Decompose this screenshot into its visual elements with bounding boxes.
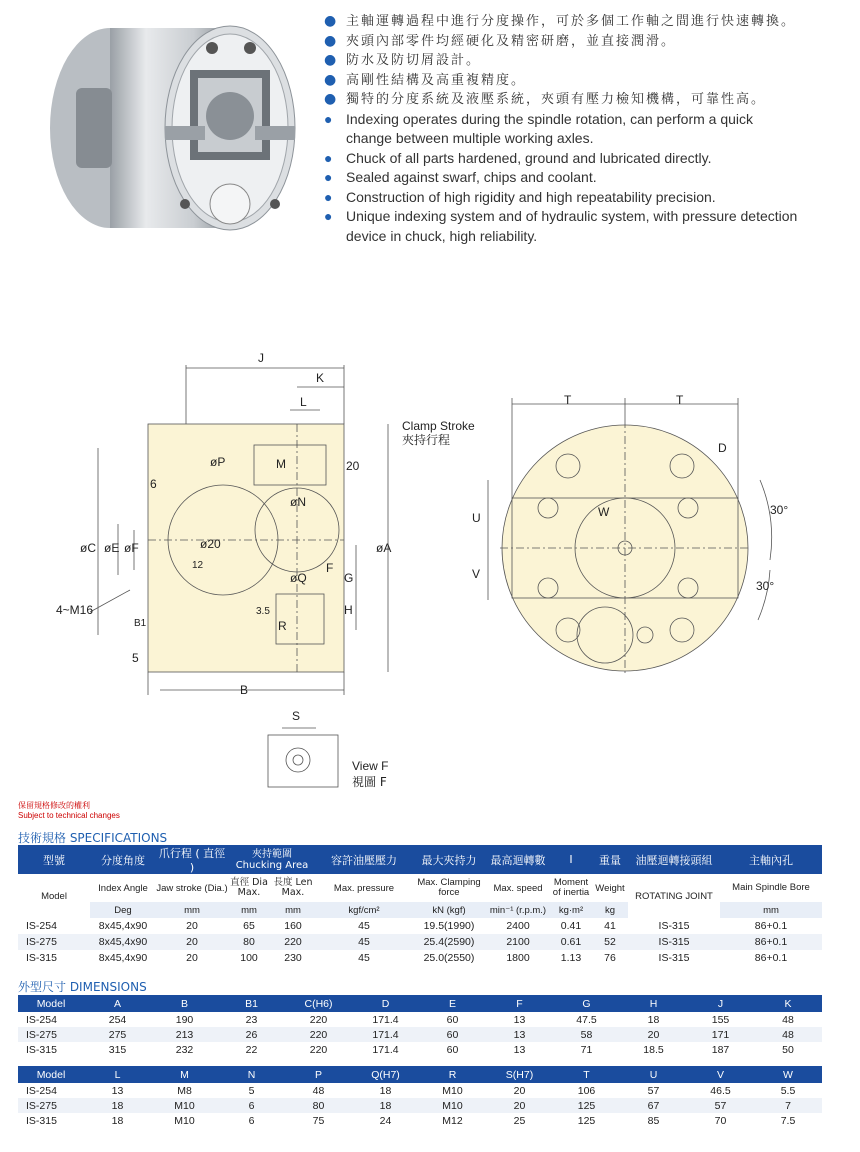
front-view (488, 398, 775, 676)
table-cell: 86+0.1 (754, 952, 788, 964)
dim-b1: B1 (134, 618, 147, 629)
spec-header: 型號 (43, 853, 65, 867)
table-cell: 171.4 (372, 1028, 399, 1041)
table-cell: M10 (442, 1099, 463, 1112)
table-cell: IS-315 (26, 1114, 57, 1127)
table-cell: 20 (186, 920, 198, 932)
spec-header: Main Spindle Bore (732, 882, 810, 893)
dim-header: P (314, 1068, 322, 1081)
technical-drawing (0, 340, 860, 800)
dim-6: 6 (150, 477, 157, 491)
table-cell: 26 (245, 1028, 258, 1041)
table-cell: 58 (580, 1028, 593, 1041)
clamp-stroke-en: Clamp Stroke (402, 419, 475, 433)
angle-30-lower: 30° (756, 579, 775, 593)
table-cell: 20 (647, 1028, 660, 1041)
view-f-zh: 視圖 F (352, 775, 387, 789)
table-cell: 70 (714, 1114, 727, 1127)
table-cell: 13 (513, 1028, 526, 1041)
table-cell: 171.4 (372, 1013, 399, 1026)
table-cell: 57 (714, 1099, 727, 1112)
table-cell: IS-275 (26, 1028, 57, 1041)
table-cell: 232 (175, 1043, 194, 1056)
table-cell: 80 (312, 1099, 325, 1112)
dim-header: B (180, 997, 188, 1010)
dim-m16: 4~M16 (56, 603, 94, 617)
spec-header: 分度角度 (101, 853, 145, 867)
table-cell: M10 (174, 1099, 195, 1112)
table-cell: IS-315 (658, 936, 690, 948)
table-cell: 220 (309, 1013, 328, 1026)
dim-header: E (448, 997, 456, 1010)
spec-header: ROTATING JOINT (635, 890, 713, 902)
dim-l: L (300, 395, 307, 409)
table-cell: 6 (248, 1099, 255, 1112)
dim-q: øQ (290, 571, 307, 585)
spec-unit: mm (763, 904, 779, 916)
table-cell: 220 (284, 936, 302, 948)
table-cell: 23 (245, 1013, 258, 1026)
dim-header: W (783, 1068, 793, 1081)
bullet-icon: ● (324, 71, 339, 88)
dim-g: G (344, 571, 354, 585)
spec-header: 油壓迴轉接頭組 (635, 853, 713, 867)
spec-header: 主軸內孔 (749, 853, 793, 867)
dim-header: V (716, 1068, 724, 1081)
dim-c: øC (80, 541, 96, 555)
dim-header: T (583, 1068, 590, 1081)
table-cell: IS-275 (26, 936, 57, 948)
spec-unit: mm (241, 904, 257, 916)
table-cell: M10 (442, 1084, 463, 1097)
dim-header: Model (36, 997, 66, 1010)
table-cell: 71 (580, 1043, 593, 1056)
feature-list (322, 12, 802, 246)
spec-unit: kg·m² (558, 904, 584, 916)
spec-header: I (569, 853, 573, 866)
table-cell: 106 (577, 1084, 596, 1097)
table-cell: M10 (174, 1114, 195, 1127)
table-cell: IS-315 (26, 952, 57, 964)
table-cell: 65 (243, 920, 255, 932)
dim-k: K (316, 371, 325, 385)
table-cell: 75 (312, 1114, 325, 1127)
dim-header: G (582, 997, 591, 1010)
table-cell: 190 (175, 1013, 194, 1026)
dim-3-5: 3.5 (256, 606, 270, 617)
table-cell: IS-315 (658, 920, 690, 932)
dim-b: B (240, 683, 249, 697)
bullet-icon: ● (324, 32, 339, 49)
feature-item: ● Sealed against swarf, chips and coolant. (322, 168, 802, 188)
dim-t-right: T (676, 393, 684, 407)
dim-header: S(H7) (505, 1068, 534, 1081)
table-cell: 315 (108, 1043, 127, 1056)
dim-header: B1 (245, 997, 258, 1010)
table-cell: 13 (513, 1013, 526, 1026)
spec-header: Jaw stroke (Dia.) (156, 882, 228, 894)
bullet-icon: ● (324, 52, 339, 68)
spec-header: 重量 (599, 853, 621, 867)
table-cell: 171.4 (372, 1043, 399, 1056)
dim-s: S (292, 709, 301, 723)
dim-header: H (649, 997, 658, 1010)
table-cell: 45 (358, 936, 370, 948)
dim-t-left: T (564, 393, 572, 407)
note-en: Subject to technical changes (18, 811, 120, 820)
view-f-en: View F (352, 759, 389, 773)
feature-item: ● 獨特的分度系統及液壓系統，夾頭有壓力檢知機構，可靠性高。 (322, 90, 802, 110)
table-cell: 1800 (506, 952, 530, 964)
dim-20: 20 (346, 459, 360, 473)
table-cell: 8x45,4x90 (98, 936, 148, 948)
clamp-stroke-zh: 夾持行程 (402, 433, 451, 447)
dim-header: U (649, 1068, 658, 1081)
view-f (268, 728, 338, 787)
table-cell: 8x45,4x90 (98, 920, 148, 932)
dim-header: R (448, 1068, 457, 1081)
table-cell: 20 (513, 1099, 526, 1112)
dim-w: W (598, 505, 610, 519)
table-cell: 8x45,4x90 (98, 952, 148, 964)
table-cell: 25 (513, 1114, 526, 1127)
table-cell: 24 (379, 1114, 392, 1127)
table-row (18, 1083, 822, 1098)
dim-d20: ø20 (200, 537, 221, 551)
dimensions-title: 外型尺寸 DIMENSIONS (18, 980, 147, 994)
table-cell: 275 (108, 1028, 127, 1041)
spec-header: 長度 Len Max. (273, 877, 313, 898)
table-row (18, 1098, 822, 1113)
spec-header: 最大夾持力 (421, 853, 477, 867)
spec-unit: mm (184, 904, 200, 916)
table-cell: 57 (647, 1084, 660, 1097)
table-cell: 86+0.1 (754, 920, 788, 932)
table-row (18, 950, 822, 966)
dim-n: øN (290, 495, 306, 509)
dim-a: øA (376, 541, 392, 555)
table-cell: 213 (175, 1028, 194, 1041)
bullet-icon: ● (324, 208, 333, 224)
table-cell: 22 (245, 1043, 258, 1056)
table-row (18, 1027, 822, 1042)
dimensions-table-2 (18, 1066, 822, 1128)
table-cell: 187 (711, 1043, 730, 1056)
spec-unit: kgf/cm² (348, 904, 380, 916)
table-cell: 18 (647, 1013, 660, 1026)
feature-item: ● Indexing operates during the spindle rotation, can perform a quick change between multiple working axles. (324, 110, 754, 146)
table-cell: IS-315 (658, 952, 690, 964)
dim-d: D (718, 441, 727, 455)
dim-12: 12 (192, 560, 204, 571)
table-cell: 125 (577, 1099, 596, 1112)
table-cell: 2400 (506, 920, 530, 932)
dim-p: øP (210, 455, 226, 469)
table-cell: 25.4(2590) (423, 936, 475, 948)
table-cell: 50 (782, 1043, 794, 1056)
table-cell: 20 (186, 952, 198, 964)
table-cell: 48 (782, 1013, 794, 1026)
table-cell: 254 (108, 1013, 127, 1026)
bullet-icon: ● (324, 188, 333, 205)
table-cell: 46.5 (710, 1084, 731, 1097)
dim-j: J (258, 351, 264, 365)
feature-item: ● 主軸運轉過程中進行分度操作，可於多個工作軸之間進行快速轉換。 (322, 12, 802, 32)
spec-header: Max. pressure (333, 882, 395, 894)
spec-header: 最高迴轉數 (490, 853, 546, 867)
dim-5: 5 (132, 651, 139, 665)
table-cell: 13 (111, 1084, 124, 1097)
spec-header: 夾持範圍 Chucking Area (235, 848, 309, 871)
dim-header: D (381, 997, 390, 1010)
table-cell: 2100 (506, 936, 530, 948)
table-cell: 5.5 (780, 1084, 796, 1097)
spec-header: Moment of inertia (552, 877, 590, 898)
table-cell: IS-315 (26, 1043, 57, 1056)
bullet-icon: ● (324, 110, 333, 127)
table-cell: 76 (604, 952, 616, 964)
table-row (18, 1012, 822, 1027)
table-cell: 100 (240, 952, 258, 964)
table-row (18, 918, 822, 934)
table-cell: 230 (284, 952, 302, 964)
table-cell: 7 (785, 1099, 791, 1112)
table-cell: IS-254 (26, 920, 57, 932)
bullet-icon: ● (324, 13, 339, 29)
spec-header: 直徑 Dia Max. (230, 877, 268, 898)
spec-unit: kg (604, 904, 616, 916)
table-cell: 19.5(1990) (423, 920, 475, 932)
table-header-row (18, 1066, 822, 1083)
dim-header: Q(H7) (371, 1068, 400, 1081)
feature-item: ● Unique indexing system and of hydraulic system, with pressure detection device in chuck, high reliability. (324, 208, 798, 244)
dim-f: F (326, 561, 334, 575)
table-cell: 160 (284, 920, 302, 932)
table-cell: 80 (243, 936, 255, 948)
note-zh: 保留規格修改的權利 (18, 801, 90, 810)
dim-header: C(H6) (304, 997, 333, 1010)
spec-header: 容許油壓壓力 (331, 853, 397, 867)
spec-header: Max. speed (493, 882, 543, 894)
dim-m: M (276, 457, 286, 471)
bullet-icon: ● (324, 169, 333, 185)
table-row (18, 1113, 822, 1128)
dim-e: øE (104, 541, 120, 555)
spec-header: Model (41, 890, 67, 902)
spec-unit: min⁻¹ (r.p.m.) (489, 904, 547, 916)
table-cell: IS-254 (26, 1013, 57, 1026)
table-cell: 18 (379, 1099, 392, 1112)
table-cell: 47.5 (576, 1013, 597, 1026)
table-cell: 171 (711, 1028, 730, 1041)
table-cell: 45 (358, 920, 370, 932)
table-cell: M8 (177, 1084, 192, 1097)
feature-item: ● Construction of high rigidity and high repeatability precision. (322, 188, 802, 208)
dim-header: M (180, 1068, 189, 1081)
feature-item: ● 高剛性結構及高重複精度。 (322, 71, 802, 91)
dim-h: H (344, 603, 353, 617)
product-photo (40, 8, 300, 248)
table-cell: 18 (111, 1114, 124, 1127)
spec-header: Index Angle (98, 882, 148, 894)
table-cell: 41 (604, 920, 616, 932)
spec-unit: kN (kgf) (432, 904, 466, 916)
table-cell: 13 (513, 1043, 526, 1056)
table-cell: IS-254 (26, 1084, 57, 1097)
spec-title: 技術規格 SPECIFICATIONS (18, 831, 168, 845)
dim-r: R (278, 619, 287, 633)
table-cell: 48 (312, 1084, 325, 1097)
table-cell: 60 (446, 1028, 459, 1041)
angle-30-upper: 30° (770, 503, 789, 517)
table-cell: 86+0.1 (754, 936, 788, 948)
table-cell: 155 (711, 1013, 730, 1026)
table-cell: 220 (309, 1028, 328, 1041)
table-cell: 125 (577, 1114, 596, 1127)
dim-header: A (113, 997, 121, 1010)
table-cell: 6 (248, 1114, 255, 1127)
table-cell: 85 (647, 1114, 660, 1127)
spec-unit: mm (285, 904, 301, 916)
table-cell: 20 (513, 1084, 526, 1097)
table-cell: 18 (111, 1099, 124, 1112)
table-cell: 220 (309, 1043, 328, 1056)
table-header-row (18, 995, 822, 1012)
table-cell: IS-275 (26, 1099, 57, 1112)
feature-item: ● Chuck of all parts hardened, ground and lubricated directly. (322, 149, 802, 169)
table-cell: 7.5 (780, 1114, 796, 1127)
dim-f-dia: øF (124, 541, 139, 555)
table-cell: 0.61 (560, 936, 582, 948)
table-row (18, 1042, 822, 1057)
table-cell: 18 (379, 1084, 392, 1097)
bullet-icon: ● (324, 149, 333, 166)
table-cell: 45 (358, 952, 370, 964)
table-cell: 1.13 (560, 952, 582, 964)
table-cell: 0.41 (560, 920, 582, 932)
dim-header: J (717, 997, 724, 1010)
dim-v: V (472, 567, 481, 581)
dim-header: L (114, 1068, 121, 1081)
spec-unit: Deg (114, 904, 132, 916)
dimensions-table-1 (18, 995, 822, 1057)
feature-item: ● 夾頭內部零件均經硬化及精密研磨，並直接潤滑。 (322, 32, 802, 52)
spec-header: 爪行程 ( 直徑 ) (158, 847, 226, 874)
table-cell: 60 (446, 1013, 459, 1026)
feature-item: ● 防水及防切屑設計。 (322, 51, 802, 71)
dim-header: N (247, 1068, 256, 1081)
table-cell: 18.5 (643, 1043, 664, 1056)
table-row (18, 934, 822, 950)
dim-header: Model (36, 1068, 66, 1081)
table-cell: 48 (782, 1028, 794, 1041)
side-view (90, 365, 388, 695)
bullet-icon: ● (324, 91, 339, 107)
table-cell: 20 (186, 936, 198, 948)
table-cell: 25.0(2550) (423, 952, 475, 964)
dim-header: F (516, 997, 523, 1010)
table-cell: 52 (604, 936, 616, 948)
table-cell: 5 (248, 1084, 255, 1097)
table-cell: 67 (647, 1099, 660, 1112)
table-cell: M12 (442, 1114, 463, 1127)
table-cell: 60 (446, 1043, 459, 1056)
spec-table (18, 845, 822, 966)
spec-header: Weight (595, 882, 625, 894)
spec-header: Max. Clamping force (417, 877, 481, 898)
dim-u: U (472, 511, 481, 525)
dim-header: K (784, 997, 792, 1010)
